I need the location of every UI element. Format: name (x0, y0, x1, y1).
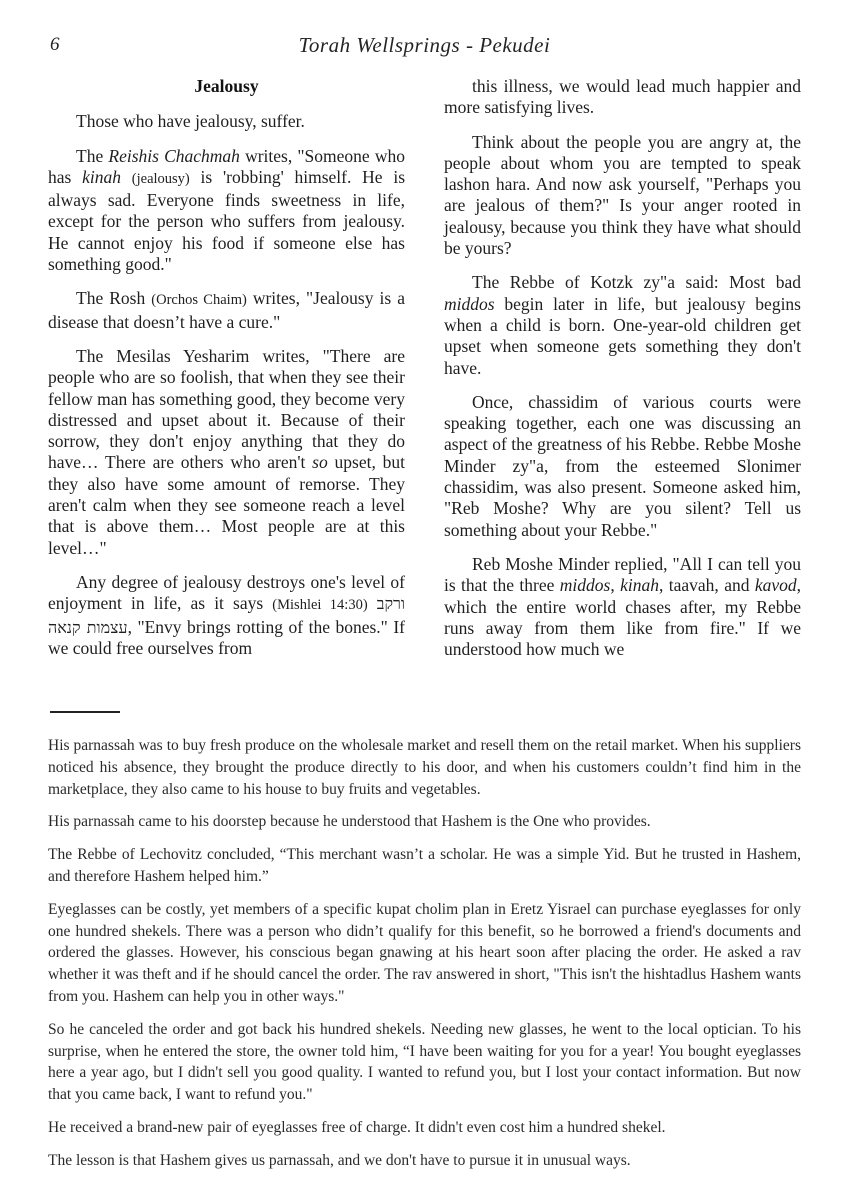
text-run: The (76, 145, 109, 166)
text-run: , which the entire world chases after, my Rebbe runs away from them like from fire." If we understood how much we (444, 575, 801, 660)
text-run: begin later in life, but jealousy begins when a child is born. One-year-old children get upset when someone gets something they don't have. (444, 293, 801, 378)
text-run: The Mesilas Yesharim writes, "There are people who are so foolish, that when they see their fellow man has something good, they become very distressed and upset about it. Because of their sorrow, they don't enjoy anything that they do have… There are others who aren't (48, 345, 405, 473)
text-run: writes, "Jealousy is a disease that doesn’t have a cure." (48, 288, 405, 332)
text-run: so (312, 452, 328, 473)
text-run: this illness, we would lead much happier and more satisfying lives. (444, 76, 801, 118)
text-run: (Mishlei 14:30) (272, 597, 368, 614)
paragraph (48, 1150, 801, 1172)
text-run: He received a brand-new pair of eyeglasses free of charge. It didn't even cost him a hundred shekel. (48, 1118, 666, 1136)
text-run: Think about the people you are angry at, the people about whom you are tempted to speak lashon hara. And now ask yourself, "Perhaps you are jealous of them?" Is your anger rooted in jealousy, because you think they have what should be yours? (444, 131, 801, 259)
text-run: middos (444, 293, 495, 314)
text-run: middos (559, 575, 611, 596)
paragraph (444, 392, 801, 541)
text-run (368, 593, 377, 613)
paragraph (444, 272, 801, 378)
page-number: 6 (50, 34, 60, 55)
two-column-body (48, 76, 801, 697)
page-header (48, 33, 801, 59)
text-run: kavod (754, 575, 797, 596)
paragraph (444, 132, 801, 260)
text-run: kinah (620, 575, 660, 596)
text-run: Any degree of jealousy destroys one's level of enjoyment in life, as it says (48, 571, 405, 614)
section-heading: Jealousy (194, 76, 259, 96)
column-left-paragraphs (48, 111, 405, 659)
paragraph (48, 346, 405, 559)
paragraph (48, 111, 405, 132)
footnote-separator (50, 711, 120, 713)
column-right (444, 76, 801, 697)
footnotes-section (48, 735, 801, 1172)
text-run: Those who have jealousy, suffer. (76, 111, 305, 132)
text-run: Once, chassidim of various courts were speaking together, each one was discussing an aspect of the greatness of his Rebbe. Rebbe Moshe Minder zy"a, from the esteemed Slonimer chassidim, was also present. Someone asked him, "Reb Moshe? Why are you silent? Tell us something about your Rebbe." (444, 391, 801, 540)
text-run: The lesson is that Hashem gives us parnassah, and we don't have to pursue it in unusual ways. (48, 1151, 631, 1169)
text-run: His parnassah came to his doorstep because he understood that Hashem is the One who provides. (48, 813, 651, 831)
text-run: His parnassah was to buy fresh produce on the wholesale market and resell them on the retail market. When his suppliers noticed his absence, they brought the produce directly to his door, and when his customers couldn’t find him in the marketplace, they also came to his house to buy fruits and vegetables. (48, 737, 801, 798)
column-left (48, 76, 405, 697)
paragraph (48, 899, 801, 1008)
text-run: (jealousy) (131, 170, 190, 187)
paragraph (48, 735, 801, 800)
paragraph (48, 1019, 801, 1106)
paragraph (444, 76, 801, 119)
paragraph (48, 146, 405, 276)
text-run: So he canceled the order and got back his hundred shekels. Needing new glasses, he went to the local optician. To his surprise, when he entered the store, the owner told him, “I have been waiting for you for a year! You bought eyeglasses here a year ago, but I didn't sell you good quality. I wanted to refund you, but I lost your contact information. But now that you came back, I want to refund you." (48, 1020, 801, 1104)
text-run: Eyeglasses can be costly, yet members of a specific kupat cholim plan in Eretz Yisrael can purchase eyeglasses for only one hundred shekels. There was a person who didn’t qualify for this benefit, so he borrowed a friend's documents and ordered the glasses. However, his conscious began gnawing at his heart soon after placing the order. He asked a rav whether it was theft and if he should cancel the order. The rav answered in short, "This isn't the hishtadlus Hashem wants from you. Hashem can help you in other ways." (48, 900, 801, 1005)
paragraph (444, 554, 801, 660)
text-run: upset, but they also have some amount of remorse. They aren't calm when they see someone reach a level that is above them… Most people are at this level…" (48, 452, 405, 558)
text-run: Reb Moshe Minder replied, "All I can tell you is that the three (444, 553, 801, 596)
paragraph (48, 844, 801, 888)
text-run: , "Envy brings rotting of the bones." If we could free ourselves from (48, 616, 405, 658)
page-title: Torah Wellsprings - Pekudei (298, 33, 551, 57)
text-run: kinah (82, 166, 121, 187)
text-run: The Rebbe of Lechovitz concluded, “This merchant wasn’t a scholar. He was a simple Yid. But he trusted in Hashem, and therefore Hashem helped him.” (48, 846, 801, 885)
paragraph (48, 572, 405, 659)
text-run: The Rosh (76, 288, 152, 309)
column-right-paragraphs (444, 76, 801, 660)
text-run: Reishis Chachmah (108, 145, 240, 166)
text-run: writes, "Someone who has (48, 145, 405, 187)
text-run: , (610, 575, 621, 596)
text-run: (Orchos Chaim) (151, 292, 247, 309)
text-run (121, 167, 132, 187)
paragraph (48, 1117, 801, 1139)
paragraph (48, 811, 801, 833)
text-run: is 'robbing' himself. He is always sad. Everyone finds sweetness in life, except for the person who suffers from jealousy. He cannot enjoy his food if someone else has something good." (48, 166, 406, 275)
paragraph (48, 288, 405, 333)
text-run: , taavah, and (659, 575, 755, 596)
hebrew-phrase: ורקב עצמות קנאה (48, 594, 406, 637)
text-run: The Rebbe of Kotzk zy"a said: Most bad (472, 272, 801, 293)
